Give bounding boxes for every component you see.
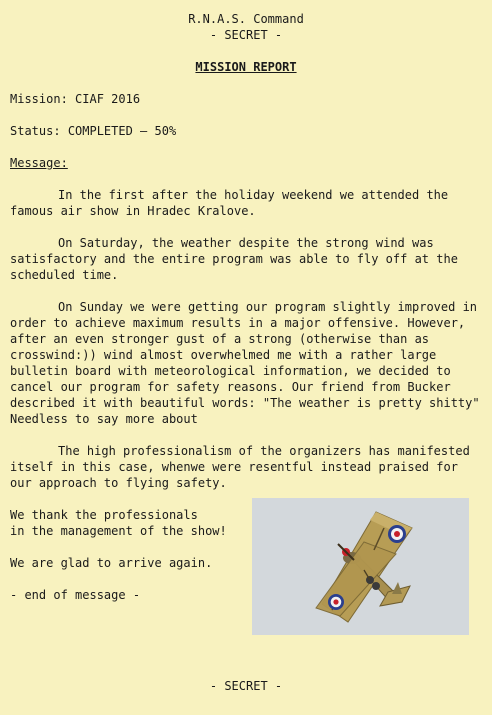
mission-label: Mission: <box>10 92 68 106</box>
roundel-lower <box>328 594 344 610</box>
mission-value: CIAF 2016 <box>75 92 141 106</box>
message-paragraph-1: In the first after the holiday weekend we attended the famous air show in Hradec Kralove. <box>10 188 449 218</box>
status-line <box>10 123 482 139</box>
biplane-photo <box>252 498 469 635</box>
thanks-line-2: in the management of the show! <box>10 524 227 538</box>
classification-top: - SECRET - <box>209 28 283 42</box>
status-value: COMPLETED – 50% <box>67 124 177 138</box>
status-label: Status: <box>10 124 61 138</box>
mission-report-document <box>10 11 482 647</box>
message-paragraph-3 <box>10 299 482 427</box>
glad-line: We are glad to arrive again. <box>10 556 213 570</box>
biplane-illustration <box>252 498 469 635</box>
end-of-message: - end of message - <box>10 588 141 602</box>
message-paragraph-4: The high professionalism of the organizers has manifested itself in this case, whenwe were resentful instead praised for our approach to flying safety. <box>10 444 470 490</box>
roundel-upper <box>388 525 406 543</box>
command-header: R.N.A.S. Command <box>188 12 304 26</box>
mission-line <box>10 91 482 107</box>
closing-section <box>10 507 482 647</box>
thanks-line-1: We thank the professionals <box>10 508 198 522</box>
report-title: MISSION REPORT <box>195 60 297 74</box>
message-label: Message: <box>10 156 68 170</box>
classification-bottom: - SECRET - <box>209 679 283 693</box>
message-paragraph-3-text: On Sunday we were getting our program slightly improved in order to achieve maximum results in a major offensive. However, after an even stronger gust of a strong (otherwise than as crosswind:)) wind almost overwhelmed me with a rather large bulletin board with meteorological information, we decided to cancel our program for safety reasons. Our friend from Bucker described it with beautiful words: "The weather is pretty shitty" <box>10 300 480 410</box>
message-paragraph-2: On Saturday, the weather despite the strong wind was satisfactory and the entire program was able to fly off at the scheduled time. <box>10 236 458 282</box>
needless-line: Needless to say more about <box>10 412 198 426</box>
